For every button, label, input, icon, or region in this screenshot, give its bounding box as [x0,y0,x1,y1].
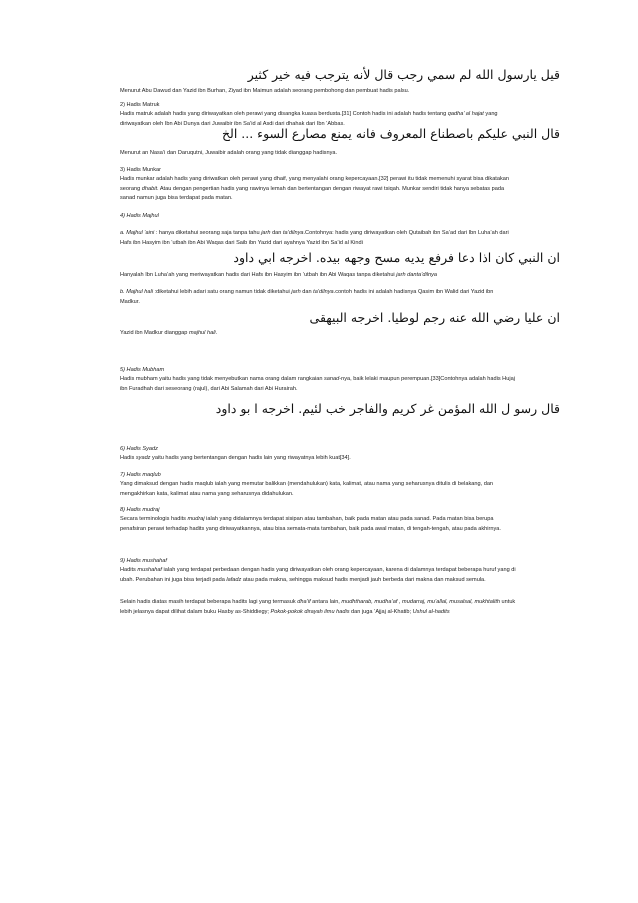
arabic-hadith-5: قال رسو ل الله المؤمن غر كريم والفاجر خب لئيم. اخرجه ا بو داود [215,401,560,416]
paragraph-majhul-hali-note: Yazid ibn Madkur dianggap majhul hali. [120,330,218,336]
paragraph-matruk: Hadis matruk adalah hadis yang diriwayatkan oleh perawi yang disangka kuasa berdusta.[31] Contoh hadis ini adalah hadis tentang qadha’ al hajat yang diriwayatkan oleh Ibn Abi Dunya dari Juwaibir ibn Sa’id al Asdi dari dhahak dari Ibn ‘Abbas. [120,111,498,127]
paragraph-majhul-hali: b. Majhul hali :diketahui lebih adari satu orang namun tidak diketahui jarh dan ta’dilnya.contoh hadis ini adalah hadisnya Qasim ibn Walid dari Yazid ibn Madkur. [120,289,494,305]
heading-hadis-syadz: 6) Hadis Syadz [120,446,158,452]
heading-hadis-majhul: 4) Hadis Majhul [120,213,159,219]
arabic-hadith-2: قال النبي عليكم باصطناع المعروف فانه يمنع مصارع السوء ... الخ [221,126,560,141]
paragraph-munkar: Hadis munkar adalah hadis yang diriwatkan oleh perawi yang dhaif, yang menyalahi orang kepercayaan.[32] perawi itu tidak memenuhi syarat bisa dikatakan seorang dhabit. Atau dengan pengertian hadis yang rawinya lemah dan bertentangan dengan riwayat rawi tsiqah. Munkar sendiri tidak hanya sebatas pada sanad namun juga bisa terdapat pada matan. [120,176,509,201]
paragraph-s1: Menurut Abu Dawud dan Yazid ibn Burhan, Ziyad ibn Maimun adalah seorang pembohong dan pembuat hadis palsu. [120,88,410,94]
heading-hadis-munkar: 3) Hadis Munkar [120,167,162,173]
paragraph-syadz: Hadis syadz yaitu hadis yang bertentangan dengan hadis lain yang riwayatnya lebih kuat[34]. [120,455,351,461]
paragraph-closing: Selain hadis diatas masih terdapat beberapa hadits lagi yang termasuk dha’if antara lain, mudhtharab, mudha’af , mudarraj, mu’allal, musalsal, mukhtalith untuk lebih jelasnya dapat dilihat dalam buku Hasby as-Shiddiegy; Pokok-pokok dirayah ilmu hadis dan juga ‘Ajjaj al-Khatib; Ushul al-hadits [120,599,516,615]
heading-hadis-mushahaf: 9) Hadis mushahaf [120,558,167,564]
paragraph-mubham: Hadis mubham yaitu hadis yang tidak menyebutkan nama orang dalam rangkaian sanad-nya, baik lelaki maupun perempuan.[33]Contohnya adalah hadis Hujaj ibn Furadhah dari seseorang (rajul), dari Abi Salamah dari Abi Hurairah. [120,376,515,392]
arabic-hadith-1: قيل يارسول الله لم سمي رجب قال لأنه يترجب فيه خير كثير [247,67,560,82]
heading-hadis-mudraj: 8) Hadis mudraj [120,507,160,513]
heading-hadis-matruk: 2) Hadis Matruk [120,102,160,108]
paragraph-maqlub: Yang dimaksud dengan hadis maqlub ialah yang memutar balikkan (mendahulukan) kata, kalimat, atau nama yang seharusnya ditulis di belakang, dan mengakhirkan kata, kalimat atau nama yang seharusnya didahulukan. [120,481,494,497]
paragraph-mushahaf: Hadits mushahaf ialah yang terdapat perbedaan dengan hadis yang diriwayatkan oleh orang kepercayaan, karena di dalamnya terdapat beberapa huruf yang di ubah. Perubahan ini juga bisa terjadi pada lafadz atau pada makna, sehingga maksud hadis menjadi jauh berbeda dari makna dan maksud semula. [120,567,516,583]
paragraph-matruk-note: Menurut an Nasa’i dan Daruqutni, Juwaibir adalah orang yang tidak dianggap hadisnya. [120,150,338,156]
paragraph-majhul-aini-note: Hanyalah Ibn Luha’ah yang meriwayatkan hadis dari Hafs ibn Hasyim ibn ‘utbah ibn Abi Waqas tanpa diketahui jarh dantа’dilnya [120,272,437,278]
arabic-hadith-4: ان عليا رضي الله عنه رجم لوطيا. اخرجه البيهقى [309,310,560,325]
paragraph-mudraj: Secara terminologis hadits mudraj ialah yang didalamnya terdapat sisipan atau tambahan, baik pada matan atau pada sanad. Pada matan bisa berupa penafsiran perawi terhadap hadits yang diriwayatkannya, atau bisa semata-mata tambahan, baik pada awal matan, di tengah-tengah, atau pada akhirnya. [120,516,501,532]
heading-hadis-maqlub: 7) Hadis maqlub [120,472,161,478]
paragraph-majhul-aini: a. Majhul ‘aini : hanya diketahui seorang saja tanpa tahu jarh dan ta’dilnya.Contohnya: hadis yang diriwayatkan oleh Qutaibah ibn Sa’ad dari Ibn Luha’ah dari Hafs ibn Hasyim ibn ‘utbah ibn Abi Waqas dari Saib ibn Yazid dari ayahnya Yazid ibn Sa’id al Kindi [120,230,509,246]
heading-hadis-mubham: 5) Hadis Mubham [120,367,165,373]
arabic-hadith-3: ان النبي كان اذا دعا فرفع يديه مسح وجهه بيده. اخرجه ابي داود [233,250,560,265]
